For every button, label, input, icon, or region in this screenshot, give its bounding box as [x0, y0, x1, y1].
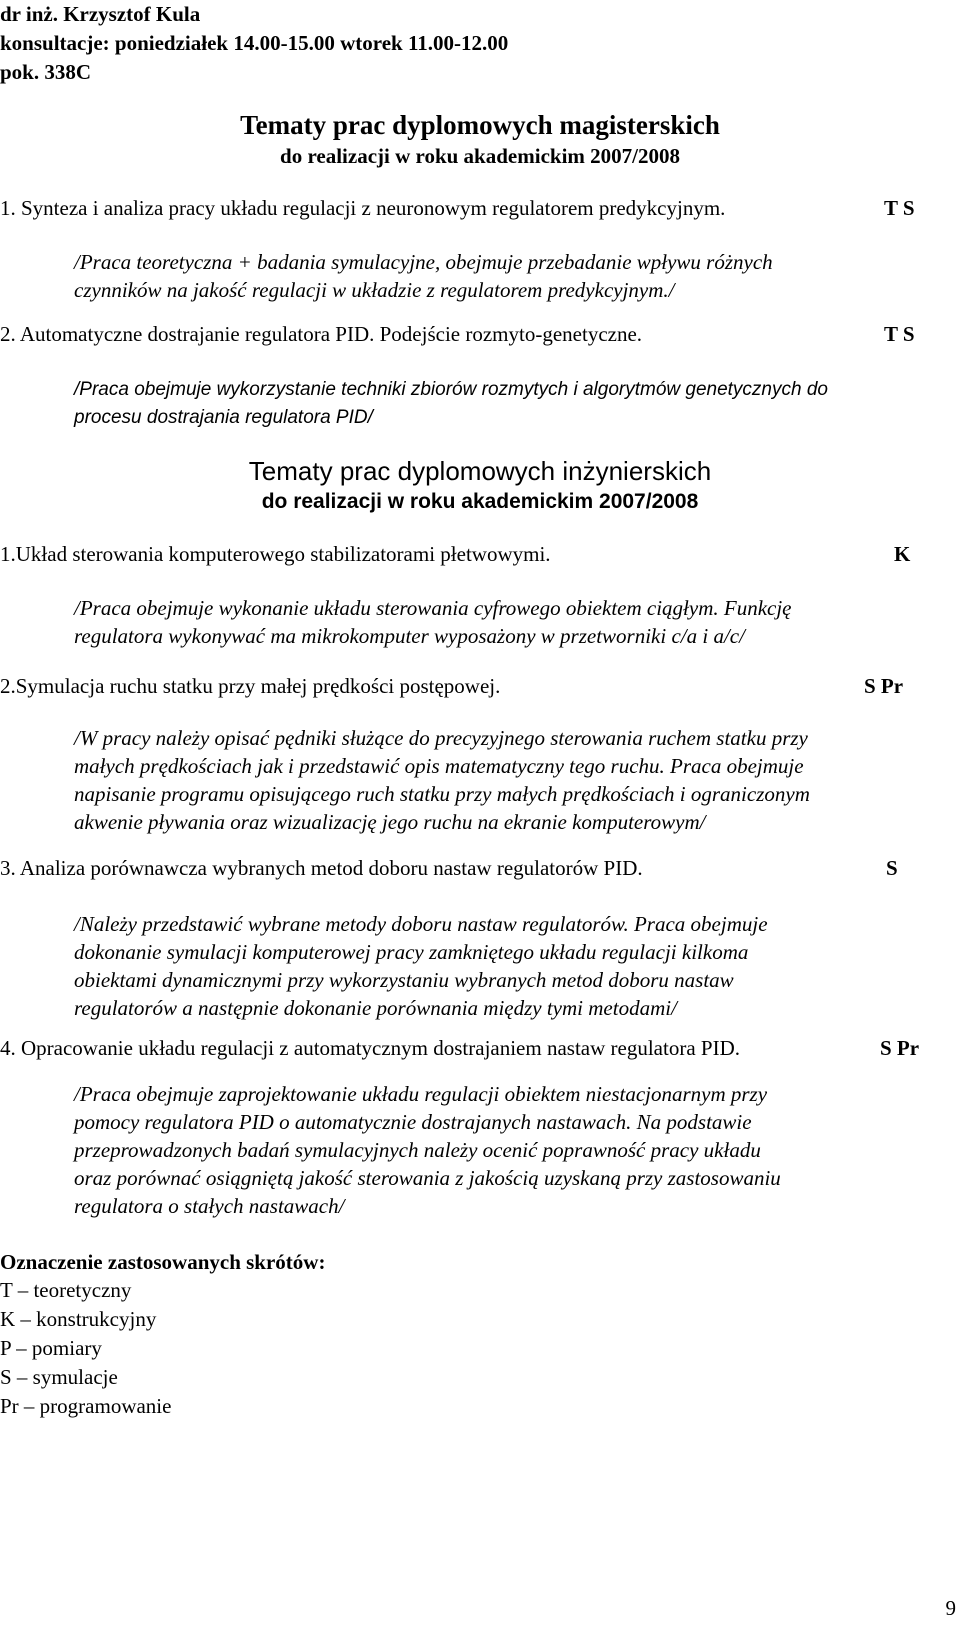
engineering-topic-4-desc-line-2: pomocy regulatora PID o automatycznie dostrajanych nastawach. Na podstawie — [74, 1110, 752, 1134]
engineering-topic-1-desc-line-1: /Praca obejmuje wykonanie układu sterowania cyfrowego obiektem ciągłym. Funkcję — [74, 596, 792, 620]
legend-item-k: K – konstrukcyjny — [0, 1307, 157, 1331]
author-name: dr inż. Krzysztof Kula — [0, 2, 201, 26]
engineering-topic-3-desc-line-1: /Należy przedstawić wybrane metody doboru nastaw regulatorów. Praca obejmuje — [74, 912, 768, 936]
masters-title: Tematy prac dyplomowych magisterskich — [240, 110, 720, 140]
engineering-topic-4-desc-line-5: regulatora o stałych nastawach/ — [74, 1194, 345, 1218]
engineering-topic-1: 1.Układ sterowania komputerowego stabilizatorami płetwowymi. — [0, 542, 551, 566]
engineering-title: Tematy prac dyplomowych inżynierskich — [248, 456, 712, 486]
masters-topic-1-tag: T S — [884, 196, 915, 220]
engineering-topic-2: 2.Symulacja ruchu statku przy małej prędkości postępowej. — [0, 674, 501, 698]
legend-title: Oznaczenie zastosowanych skrótów: — [0, 1250, 326, 1274]
engineering-topic-3-tag: S — [886, 856, 898, 880]
engineering-topic-2-tag: S Pr — [864, 674, 904, 698]
masters-topic-2-tag: T S — [884, 322, 915, 346]
engineering-topic-2-desc-line-3: napisanie programu opisującego ruch statku przy małych prędkościach i ograniczonym — [74, 782, 810, 806]
page-number: 9 — [945, 1596, 956, 1620]
legend-item-t: T – teoretyczny — [0, 1278, 132, 1302]
engineering-topic-4: 4. Opracowanie układu regulacji z automatycznym dostrajaniem nastaw regulatora PID. — [0, 1036, 740, 1060]
engineering-subtitle: do realizacji w roku akademickim 2007/2008 — [261, 490, 699, 513]
engineering-topic-4-tag: S Pr — [880, 1036, 920, 1060]
engineering-topic-3-desc-line-2: dokonanie symulacji komputerowej pracy zamkniętego układu regulacji kilkoma — [74, 940, 749, 964]
engineering-topic-3: 3. Analiza porównawcza wybranych metod doboru nastaw regulatorów PID. — [0, 856, 643, 880]
engineering-topic-3-desc-line-4: regulatorów a następnie dokonanie porównania między tymi metodami/ — [74, 996, 677, 1020]
legend-item-pr: Pr – programowanie — [0, 1394, 172, 1418]
engineering-topic-2-desc-line-4: akwenie pływania oraz wizualizację jego ruchu na ekranie komputerowym/ — [74, 810, 706, 834]
engineering-topic-1-desc-line-2: regulatora wykonywać ma mikrokomputer wyposażony w przetworniki c/a i a/c/ — [74, 624, 745, 648]
engineering-topic-4-desc-line-4: oraz porównać osiągniętą jakość sterowania z jakością uzyskaną przy zastosowaniu — [74, 1166, 781, 1190]
engineering-topic-4-desc-line-3: przeprowadzonych badań symulacyjnych należy ocenić poprawność pracy układu — [74, 1138, 761, 1162]
engineering-topic-3-desc-line-3: obiektami dynamicznymi przy wykorzystaniu wybranych metod doboru nastaw — [74, 968, 734, 992]
masters-topic-1-desc-line-2: czynników na jakość regulacji w układzie z regulatorem predykcyjnym./ — [74, 278, 675, 302]
masters-topic-2-desc-line-1: /Praca obejmuje wykorzystanie techniki zbiorów rozmytych i algorytmów genetycznych do — [74, 379, 828, 400]
legend-item-s: S – symulacje — [0, 1365, 118, 1389]
consultation-hours: konsultacje: poniedziałek 14.00-15.00 wtorek 11.00-12.00 — [0, 31, 509, 55]
masters-topic-2: 2. Automatyczne dostrajanie regulatora PID. Podejście rozmyto-genetyczne. — [0, 322, 643, 346]
engineering-topic-2-desc-line-1: /W pracy należy opisać pędniki służące do precyzyjnego sterowania ruchem statku przy — [74, 726, 808, 750]
room-number: pok. 338C — [0, 60, 92, 84]
engineering-topic-2-desc-line-2: małych prędkościach jak i przedstawić opis matematyczny tego ruchu. Praca obejmuje — [74, 754, 804, 778]
engineering-topic-1-tag: K — [894, 542, 911, 566]
masters-topic-1: 1. Synteza i analiza pracy układu regulacji z neuronowym regulatorem predykcyjnym. — [0, 196, 726, 220]
masters-topic-1-desc-line-1: /Praca teoretyczna + badania symulacyjne, obejmuje przebadanie wpływu różnych — [74, 250, 773, 274]
masters-topic-2-desc-line-2: procesu dostrajania regulatora PID/ — [74, 407, 373, 428]
legend-item-p: P – pomiary — [0, 1336, 102, 1360]
masters-subtitle: do realizacji w roku akademickim 2007/2008 — [280, 144, 680, 168]
engineering-topic-4-desc-line-1: /Praca obejmuje zaprojektowanie układu regulacji obiektem niestacjonarnym przy — [74, 1082, 768, 1106]
